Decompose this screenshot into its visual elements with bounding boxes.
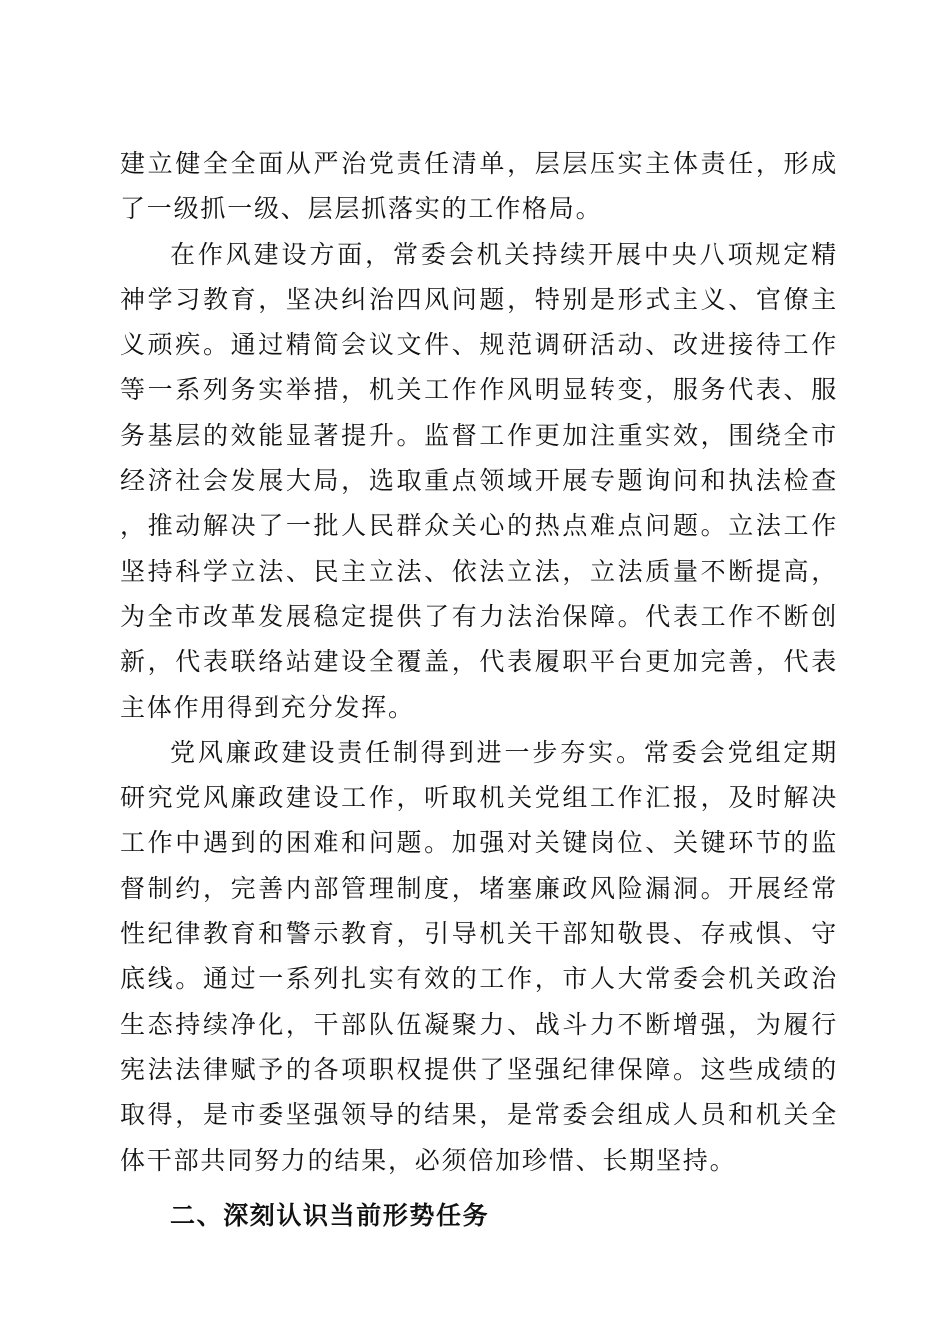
section-heading: 二、深刻认识当前形势任务 <box>170 1200 490 1230</box>
paragraph-clean-governance: 党风廉政建设责任制得到进一步夯实。常委会党组定期研究党风廉政建设工作，听取机关党组工作汇报，及时解决工作中遇到的困难和问题。加强对关键岗位、关键环节的监督制约，完善内部管理制度，堵塞廉政风险漏洞。开展经常性纪律教育和警示教育，引导机关干部知敬畏、存戒惧、守底线。通过一系列扎实有效的工作，市人大常委会机关政治生态持续净化，干部队伍凝聚力、战斗力不断增强，为履行宪法法律赋予的各项职权提供了坚强纪律保障。这些成绩的取得，是市委坚强领导的结果，是常委会组成人员和机关全体干部共同努力的结果，必须倍加珍惜、长期坚持。 <box>120 737 838 1175</box>
paragraph-continuation: 建立健全全面从严治党责任清单，层层压实主体责任，形成了一级抓一级、层层抓落实的工作格局。 <box>120 149 838 224</box>
paragraph-work-style: 在作风建设方面，常委会机关持续开展中央八项规定精神学习教育，坚决纠治四风问题，特别是形式主义、官僚主义顽疾。通过精简会议文件、规范调研活动、改进接待工作等一系列务实举措，机关工作作风明显转变，服务代表、服务基层的效能显著提升。监督工作更加注重实效，围绕全市经济社会发展大局，选取重点领域开展专题询问和执法检查，推动解决了一批人民群众关心的热点难点问题。立法工作坚持科学立法、民主立法、依法立法，立法质量不断提高，为全市改革发展稳定提供了有力法治保障。代表工作不断创新，代表联络站建设全覆盖，代表履职平台更加完善，代表主体作用得到充分发挥。 <box>120 239 838 722</box>
document-body <box>120 141 838 1238</box>
